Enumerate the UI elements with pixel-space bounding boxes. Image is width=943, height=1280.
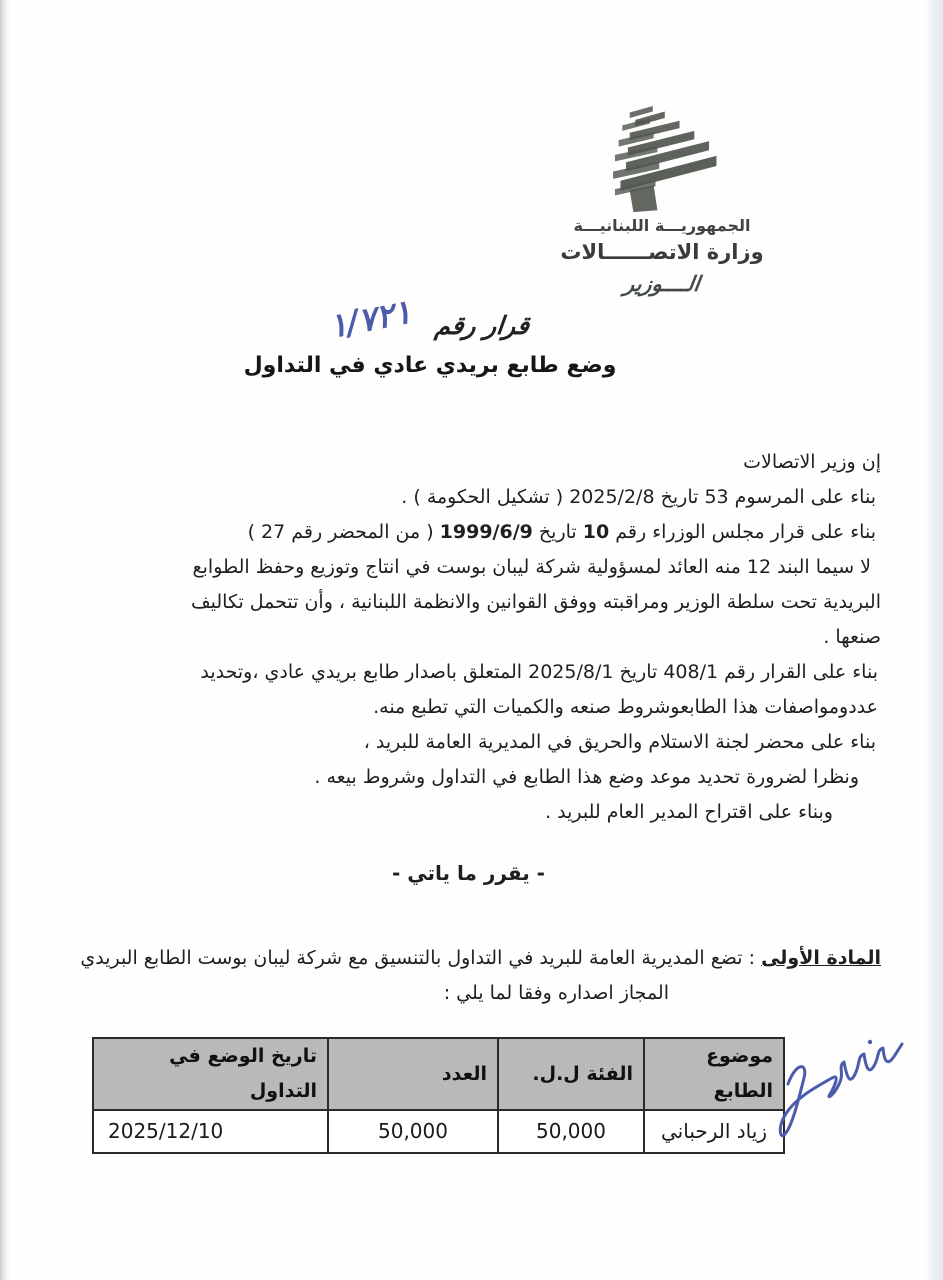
preamble-line: ونظرا لضرورة تحديد موعد وضع هذا الطابع في التداول وشروط بيعه . [314,766,859,788]
minister-signature [772,1028,922,1158]
ministry-name: وزارة الاتصــــــالات [560,240,764,264]
resolution-line: - يقرر ما ياتي - [392,861,545,885]
decision-title-block [160,291,700,378]
preamble-line: صنعها . [823,626,881,648]
letterhead [540,94,784,296]
stamp-table-header: تاريخ الوضع في التداول [93,1038,328,1110]
decision-body [56,445,881,1154]
preamble-line: بناء على القرار رقم 408/1 تاريخ 2025/8/1 المتعلق باصدار طابع بريدي عادي ،وتحديد [200,661,878,683]
scan-edge-left [0,0,11,1280]
republic-name: الجمهوريـــة اللبنانيـــة [573,216,751,235]
preamble-line: بناء على المرسوم 53 تاريخ 2025/2/8 ( تشكيل الحكومة ) . [401,486,876,508]
stamp-table [92,1037,785,1154]
article-one-text: : تضع المديرية العامة للبريد في التداول بالتنسيق مع شركة ليبان بوست الطابع البريدي [80,947,762,969]
decision-number-row [160,291,700,346]
stamp-table-header: الفئة ل.ل. [498,1038,644,1110]
preamble-line: عددومواصفات هذا الطابعوشروط صنعه والكميات التي تطبع منه. [373,696,878,718]
stamp-table-cell: 50,000 [328,1110,498,1153]
minister-title: الــــوزير [622,272,702,296]
stamp-table-cell: زياد الرحباني [644,1110,784,1153]
preamble-line: إن وزير الاتصالات [743,451,881,473]
stamp-table-header: العدد [328,1038,498,1110]
scan-edge-right [922,0,943,1280]
article-one-line2: المجاز اصداره وفقا لما يلي : [443,982,669,1004]
preamble-line: وبناء على اقتراح المدير العام للبريد . [545,801,833,823]
stamp-table-cell: 50,000 [498,1110,644,1153]
decision-number-label: قرار رقم [433,311,532,340]
preamble-line: البريدية تحت سلطة الوزير ومراقبته ووفق القوانين والانظمة اللبنانية ، وأن تتحمل تكاليف [190,591,881,613]
article-one-label: المادة الأولى [761,947,881,969]
preamble-line: بناء على قرار مجلس الوزراء رقم 10 تاريخ 1999/6/9 ( من المحضر رقم 27 ) [247,521,876,543]
preamble-line: بناء على محضر لجنة الاستلام والحريق في المديرية العامة للبريد ، [363,731,876,753]
stamp-table-row [93,1110,784,1153]
stamp-table-cell: 2025/12/10 [93,1110,328,1153]
preamble-line: لا سيما البند 12 منه العائد لمسؤولية شركة ليبان بوست في انتاج وتوزيع وحفظ الطوابع [192,556,871,578]
article-one [56,941,881,1011]
cedar-logo-icon [602,94,722,214]
preamble [56,445,881,830]
stamp-table-header: موضوع الطابع [644,1038,784,1110]
decision-number-handwritten: ١/٧٢١ [326,291,416,346]
decision-subject: وضع طابع بريدي عادي في التداول [243,353,617,378]
